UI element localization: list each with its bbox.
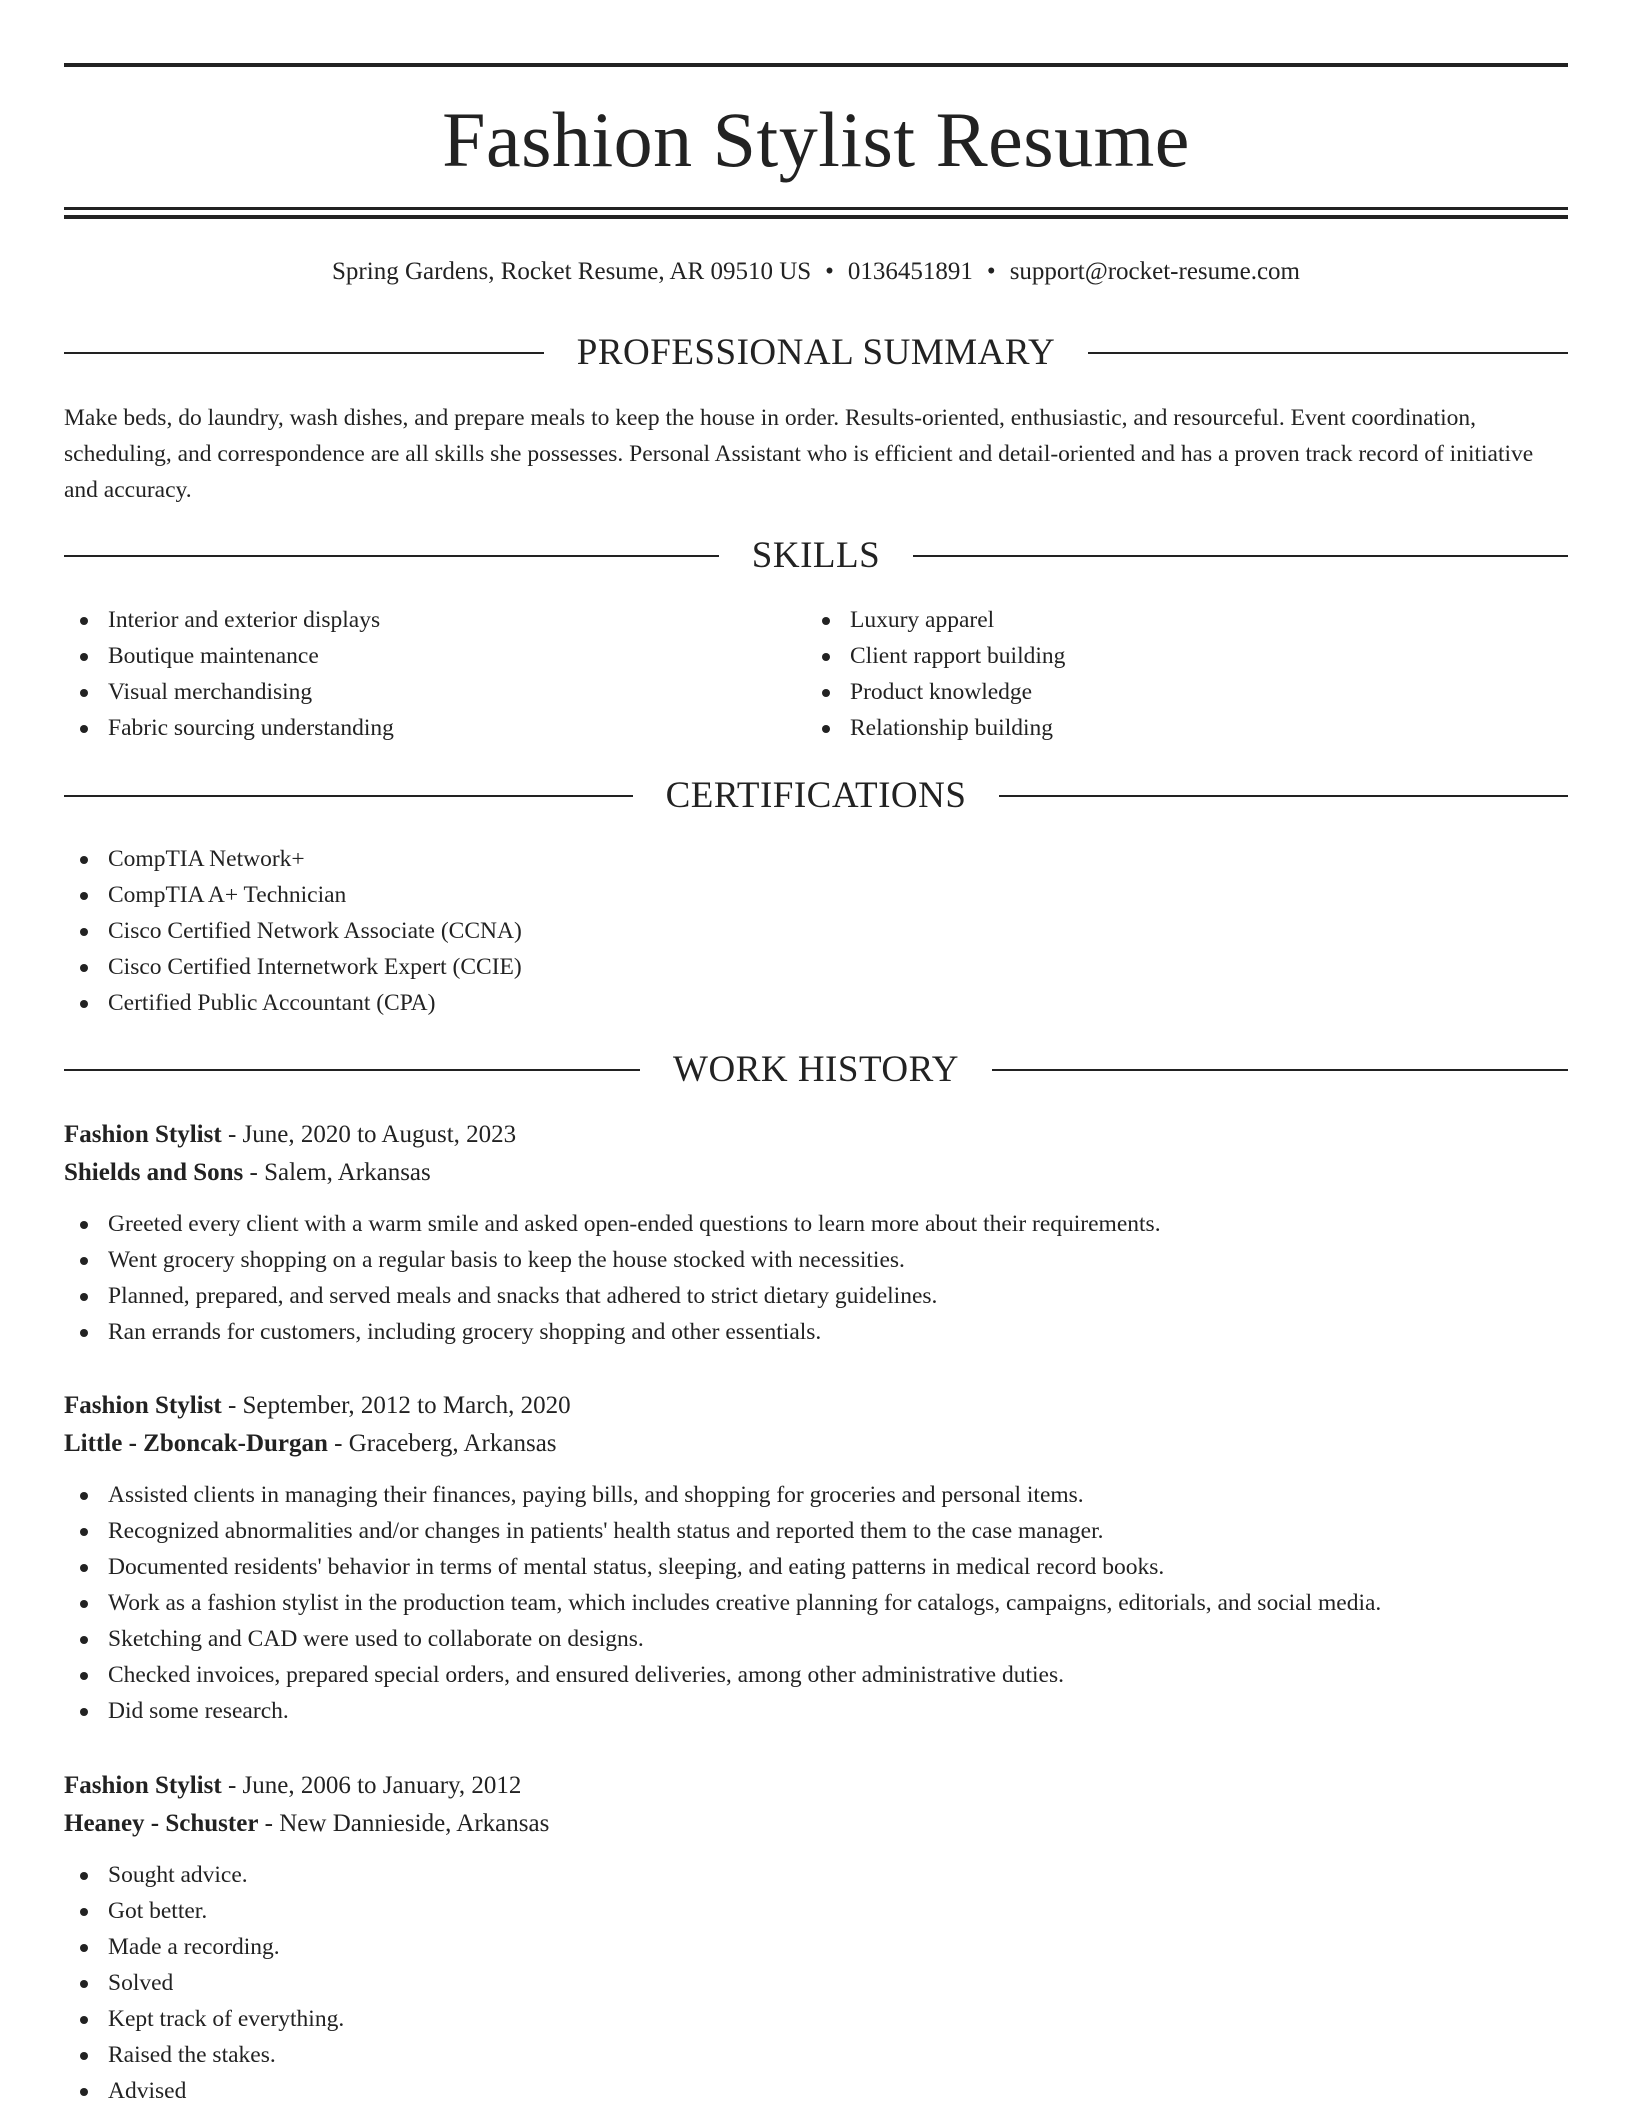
list-item: Got better. <box>64 1893 1568 1929</box>
list-item: Planned, prepared, and served meals and snacks that adhered to strict dietary guidelines. <box>64 1278 1568 1314</box>
skills-list-right <box>806 602 1546 746</box>
list-item: Sketching and CAD were used to collaborate on designs. <box>64 1621 1568 1657</box>
job-company: Little - Zboncak-Durgan <box>64 1430 328 1457</box>
list-item: Ran errands for customers, including grocery shopping and other essentials. <box>64 1314 1568 1350</box>
job-title: Fashion Stylist <box>64 1121 222 1148</box>
list-item: CompTIA A+ Technician <box>64 877 1568 913</box>
top-rule <box>64 63 1568 67</box>
list-item: Advised <box>64 2073 1568 2109</box>
list-item: Cisco Certified Internetwork Expert (CCIE) <box>64 949 1568 985</box>
contact-separator: • <box>986 258 996 285</box>
section-header-summary <box>64 328 1568 378</box>
list-item: Product knowledge <box>806 674 1546 710</box>
job-entry <box>64 1387 1568 1729</box>
page-title: Fashion Stylist Resume <box>442 96 1190 183</box>
title-double-rule-upper <box>64 207 1568 210</box>
list-item: Cisco Certified Network Associate (CCNA) <box>64 913 1568 949</box>
list-item: Went grocery shopping on a regular basis to keep the house stocked with necessities. <box>64 1242 1568 1278</box>
skills-list-left <box>64 602 804 746</box>
list-item: Luxury apparel <box>806 602 1546 638</box>
job-entry <box>64 1116 1568 1350</box>
list-item: Client rapport building <box>806 638 1546 674</box>
job-title-line <box>64 1387 1568 1425</box>
list-item: Recognized abnormalities and/or changes in patients' health status and reported them to the case manager. <box>64 1513 1568 1549</box>
certifications-list <box>64 841 1568 1021</box>
job-title-line <box>64 1767 1568 1805</box>
job-entry <box>64 1767 1568 2109</box>
job-title-line <box>64 1116 1568 1154</box>
list-item: Boutique maintenance <box>64 638 804 674</box>
job-bullets <box>64 1477 1568 1729</box>
section-header-certifications <box>64 771 1568 821</box>
divider-line <box>64 555 719 557</box>
list-item: Did some research. <box>64 1693 1568 1729</box>
list-item: Made a recording. <box>64 1929 1568 1965</box>
job-company: Heaney - Schuster <box>64 1810 259 1837</box>
job-title: Fashion Stylist <box>64 1772 222 1799</box>
job-location: - Salem, Arkansas <box>243 1159 431 1186</box>
list-item: Relationship building <box>806 710 1546 746</box>
list-item: Visual merchandising <box>64 674 804 710</box>
job-company-line <box>64 1805 1568 1843</box>
divider-line <box>913 555 1568 557</box>
divider-line <box>64 352 544 354</box>
job-location: - Graceberg, Arkansas <box>327 1430 557 1457</box>
list-item: Fabric sourcing understanding <box>64 710 804 746</box>
divider-line <box>64 1069 640 1071</box>
list-item: Kept track of everything. <box>64 2001 1568 2037</box>
divider-line <box>1088 352 1568 354</box>
job-company: Shields and Sons <box>64 1159 244 1186</box>
divider-line <box>64 795 633 797</box>
job-bullets <box>64 1206 1568 1350</box>
section-header-skills <box>64 531 1568 581</box>
contact-phone: 0136451891 <box>847 258 973 285</box>
job-dates: - September, 2012 to March, 2020 <box>221 1392 571 1419</box>
job-dates: - June, 2020 to August, 2023 <box>221 1121 517 1148</box>
divider-line <box>999 795 1568 797</box>
list-item: Certified Public Accountant (CPA) <box>64 985 1568 1021</box>
section-title: WORK HISTORY <box>673 1049 959 1090</box>
title-double-rule-lower <box>64 215 1568 219</box>
job-title: Fashion Stylist <box>64 1392 222 1419</box>
summary-paragraph: Make beds, do laundry, wash dishes, and prepare meals to keep the house in order. Results-oriented, enthusiastic, and resourceful. Event coordination, scheduling, and correspondence are all skills she possesses. Personal Assistant who is efficient and detail-oriented and has a proven track record of initiative and accuracy. <box>64 405 1534 503</box>
contact-email: support@rocket-resume.com <box>1009 258 1300 285</box>
section-title: SKILLS <box>751 535 881 576</box>
list-item: Checked invoices, prepared special orders, and ensured deliveries, among other administrative duties. <box>64 1657 1568 1693</box>
list-item: Interior and exterior displays <box>64 602 804 638</box>
contact-separator: • <box>825 258 834 285</box>
divider-line <box>992 1069 1568 1071</box>
list-item: Work as a fashion stylist in the production team, which includes creative planning for catalogs, campaigns, editorials, and social media. <box>64 1585 1568 1621</box>
section-title: PROFESSIONAL SUMMARY <box>576 332 1056 373</box>
section-header-work-history <box>64 1045 1568 1095</box>
job-dates: - June, 2006 to January, 2012 <box>221 1772 522 1799</box>
list-item: Assisted clients in managing their finances, paying bills, and shopping for groceries and personal items. <box>64 1477 1568 1513</box>
contact-line <box>64 252 1568 292</box>
list-item: Solved <box>64 1965 1568 2001</box>
job-company-line <box>64 1425 1568 1463</box>
contact-address: Spring Gardens, Rocket Resume, AR 09510 US <box>332 258 812 285</box>
section-title: CERTIFICATIONS <box>665 775 967 816</box>
list-item: CompTIA Network+ <box>64 841 1568 877</box>
list-item: Greeted every client with a warm smile and asked open-ended questions to learn more about their requirements. <box>64 1206 1568 1242</box>
list-item: Sought advice. <box>64 1857 1568 1893</box>
list-item: Raised the stakes. <box>64 2037 1568 2073</box>
job-company-line <box>64 1154 1568 1192</box>
list-item: Documented residents' behavior in terms of mental status, sleeping, and eating patterns in medical record books. <box>64 1549 1568 1585</box>
job-location: - New Dannieside, Arkansas <box>258 1810 550 1837</box>
job-bullets <box>64 1857 1568 2109</box>
